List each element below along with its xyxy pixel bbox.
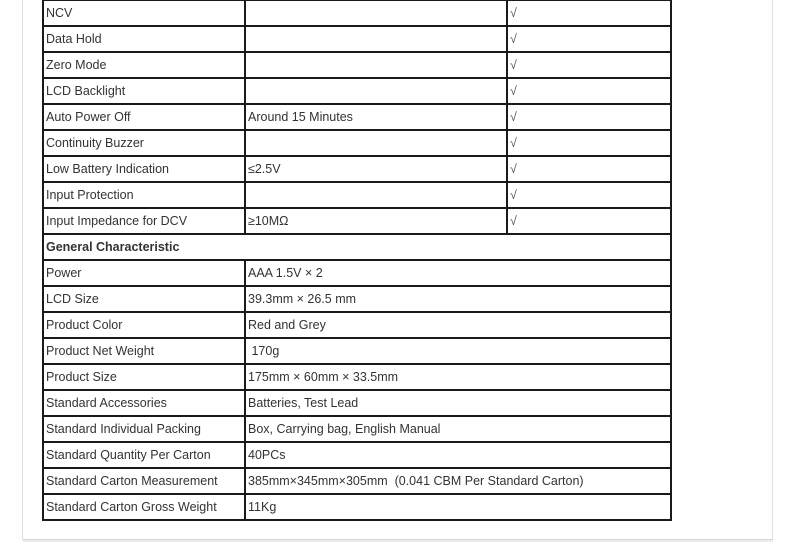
feature-value: ≤2.5V xyxy=(245,156,507,182)
feature-value: Around 15 Minutes xyxy=(245,104,507,130)
feature-name: Input Impedance for DCV xyxy=(43,208,245,234)
feature-value xyxy=(245,52,507,78)
table-row xyxy=(43,182,671,208)
table-row xyxy=(43,0,671,26)
table-row xyxy=(43,156,671,182)
feature-value xyxy=(245,182,507,208)
table-row xyxy=(43,416,671,442)
spec-name: Standard Accessories xyxy=(43,390,245,416)
spec-name: Standard Carton Gross Weight xyxy=(43,494,245,520)
spec-table xyxy=(42,0,672,521)
spec-name: Standard Carton Measurement xyxy=(43,468,245,494)
table-row xyxy=(43,130,671,156)
feature-name: NCV xyxy=(43,0,245,26)
section-heading: General Characteristic xyxy=(43,234,671,260)
spec-value: 170g xyxy=(245,338,671,364)
feature-name: Input Protection xyxy=(43,182,245,208)
table-row xyxy=(43,338,671,364)
feature-value xyxy=(245,130,507,156)
feature-support-check: √ xyxy=(507,26,671,52)
spec-value: 175mm × 60mm × 33.5mm xyxy=(245,364,671,390)
spec-value: 11Kg xyxy=(245,494,671,520)
table-row xyxy=(43,312,671,338)
table-row xyxy=(43,208,671,234)
spec-name: Standard Individual Packing xyxy=(43,416,245,442)
table-row xyxy=(43,104,671,130)
table-row xyxy=(43,442,671,468)
feature-value xyxy=(245,0,507,26)
feature-support-check: √ xyxy=(507,0,671,26)
feature-support-check: √ xyxy=(507,208,671,234)
spec-value: 385mm×345mm×305mm (0.041 CBM Per Standard Carton) xyxy=(245,468,671,494)
table-row xyxy=(43,494,671,520)
spec-name: Product Net Weight xyxy=(43,338,245,364)
spec-name: Standard Quantity Per Carton xyxy=(43,442,245,468)
feature-name: Zero Mode xyxy=(43,52,245,78)
spec-value: 40PCs xyxy=(245,442,671,468)
table-row xyxy=(43,286,671,312)
feature-value xyxy=(245,26,507,52)
feature-support-check: √ xyxy=(507,182,671,208)
spec-name: Power xyxy=(43,260,245,286)
feature-name: Data Hold xyxy=(43,26,245,52)
spec-value: Red and Grey xyxy=(245,312,671,338)
feature-name: LCD Backlight xyxy=(43,78,245,104)
feature-support-check: √ xyxy=(507,156,671,182)
table-row xyxy=(43,260,671,286)
spec-value: Box, Carrying bag, English Manual xyxy=(245,416,671,442)
table-row xyxy=(43,78,671,104)
table-row xyxy=(43,26,671,52)
spec-value: 39.3mm × 26.5 mm xyxy=(245,286,671,312)
feature-support-check: √ xyxy=(507,104,671,130)
feature-name: Continuity Buzzer xyxy=(43,130,245,156)
spec-value: AAA 1.5V × 2 xyxy=(245,260,671,286)
table-row xyxy=(43,52,671,78)
spec-name: LCD Size xyxy=(43,286,245,312)
feature-support-check: √ xyxy=(507,78,671,104)
spec-name: Product Size xyxy=(43,364,245,390)
section-header-row xyxy=(43,234,671,260)
feature-name: Low Battery Indication xyxy=(43,156,245,182)
feature-support-check: √ xyxy=(507,52,671,78)
panel-bottom-shadow xyxy=(23,540,773,542)
table-row xyxy=(43,364,671,390)
spec-name: Product Color xyxy=(43,312,245,338)
feature-value xyxy=(245,78,507,104)
feature-name: Auto Power Off xyxy=(43,104,245,130)
feature-value: ≥10MΩ xyxy=(245,208,507,234)
table-row xyxy=(43,390,671,416)
feature-support-check: √ xyxy=(507,130,671,156)
table-row xyxy=(43,468,671,494)
spec-value: Batteries, Test Lead xyxy=(245,390,671,416)
